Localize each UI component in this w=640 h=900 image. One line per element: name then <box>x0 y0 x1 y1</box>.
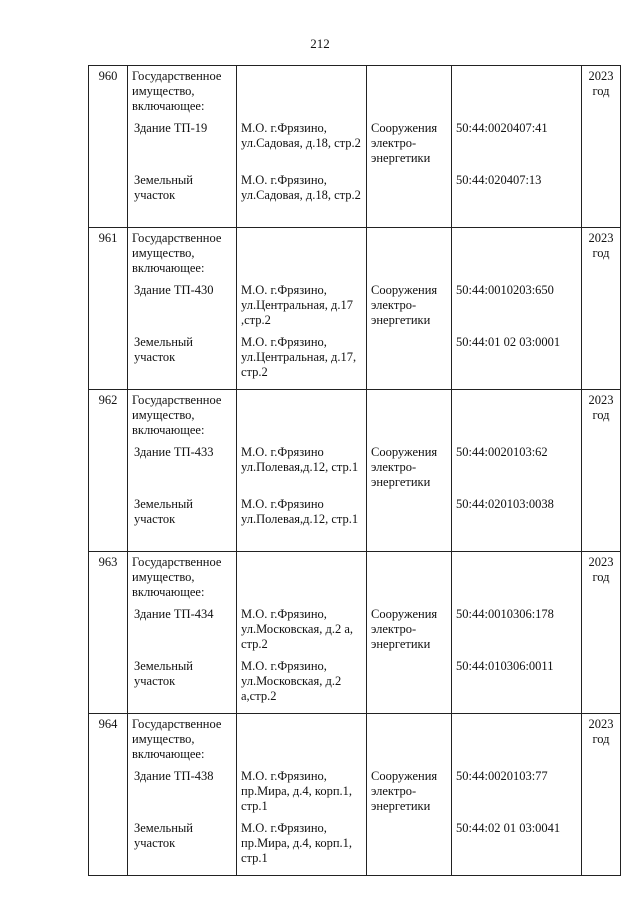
object-purpose <box>371 659 447 711</box>
address-cell <box>237 390 367 552</box>
address-cell <box>237 228 367 390</box>
group-heading: Государственное имущество, включающее: <box>132 69 222 113</box>
year-cell <box>582 66 621 228</box>
table-row <box>89 66 621 228</box>
cadastral-number: 50:44:0020103:62 <box>456 445 548 459</box>
object-cell <box>128 552 237 714</box>
purpose-cell <box>367 552 452 714</box>
object-name: Земельный участок <box>134 659 193 688</box>
purpose-cell <box>367 714 452 876</box>
cadastral-number: 50:44:02 01 03:0041 <box>456 821 561 835</box>
row-number: 963 <box>98 555 118 569</box>
object-cell <box>128 390 237 552</box>
purpose-cell <box>367 228 452 390</box>
privatization-year: 2023 год <box>588 69 614 98</box>
cadastral-cell <box>452 228 582 390</box>
object-purpose: Сооружения электро-энергетики <box>371 283 438 327</box>
object-cell <box>128 66 237 228</box>
privatization-year: 2023 год <box>588 393 614 422</box>
object-name: Здание ТП-433 <box>134 445 214 459</box>
object-name: Здание ТП-434 <box>134 607 214 621</box>
cadastral-number: 50:44:020407:13 <box>456 173 542 187</box>
object-name: Здание ТП-19 <box>134 121 208 135</box>
object-address: М.О. г.Фрязино, ул.Садовая, д.18, стр.2 <box>241 173 361 202</box>
object-name: Земельный участок <box>134 173 193 202</box>
property-registry-table <box>88 65 621 876</box>
cadastral-cell <box>452 552 582 714</box>
year-cell <box>582 228 621 390</box>
row-number-cell <box>89 66 128 228</box>
purpose-cell <box>367 390 452 552</box>
object-purpose <box>371 335 447 387</box>
table-row <box>89 714 621 876</box>
year-cell <box>582 390 621 552</box>
object-address: М.О. г.Фрязино, ул.Садовая, д.18, стр.2 <box>241 121 361 150</box>
object-purpose: Сооружения электро-энергетики <box>371 607 438 651</box>
cadastral-cell <box>452 66 582 228</box>
cadastral-cell <box>452 714 582 876</box>
object-cell <box>128 228 237 390</box>
cadastral-number: 50:44:01 02 03:0001 <box>456 335 561 349</box>
object-address: М.О. г.Фрязино, ул.Московская, д.2 а,стр.2 <box>241 659 342 703</box>
group-heading: Государственное имущество, включающее: <box>132 717 222 761</box>
object-address: М.О. г.Фрязино, пр.Мира, д.4, корп.1, стр.1 <box>241 821 353 865</box>
row-number-cell <box>89 390 128 552</box>
object-address: М.О. г.Фрязино, ул.Центральная, д.17, стр.2 <box>241 335 357 379</box>
privatization-year: 2023 год <box>588 717 614 746</box>
object-purpose: Сооружения электро-энергетики <box>371 769 438 813</box>
address-cell <box>237 66 367 228</box>
object-name: Земельный участок <box>134 335 193 364</box>
object-address: М.О. г.Фрязино, ул.Центральная, д.17 ,стр.2 <box>241 283 354 327</box>
purpose-cell <box>367 66 452 228</box>
object-name: Здание ТП-430 <box>134 283 214 297</box>
cadastral-number: 50:44:0020407:41 <box>456 121 548 135</box>
row-number: 964 <box>98 717 118 731</box>
row-number-cell <box>89 714 128 876</box>
address-cell <box>237 552 367 714</box>
cadastral-number: 50:44:0020103:77 <box>456 769 548 783</box>
cadastral-number: 50:44:010306:0011 <box>456 659 554 673</box>
row-number: 961 <box>98 231 118 245</box>
object-name: Земельный участок <box>134 821 193 850</box>
object-address: М.О. г.Фрязино ул.Полевая,д.12, стр.1 <box>241 497 359 526</box>
row-number-cell <box>89 228 128 390</box>
row-number-cell <box>89 552 128 714</box>
object-name: Здание ТП-438 <box>134 769 214 783</box>
privatization-year: 2023 год <box>588 555 614 584</box>
year-cell <box>582 552 621 714</box>
object-address: М.О. г.Фрязино, ул.Московская, д.2 а, стр.2 <box>241 607 354 651</box>
object-cell <box>128 714 237 876</box>
table-row <box>89 228 621 390</box>
object-address: М.О. г.Фрязино, пр.Мира, д.4, корп.1, стр.1 <box>241 769 353 813</box>
page-number: 212 <box>310 36 330 51</box>
object-purpose: Сооружения электро-энергетики <box>371 445 438 489</box>
cadastral-number: 50:44:0010306:178 <box>456 607 554 621</box>
table-row <box>89 552 621 714</box>
object-purpose <box>371 173 447 225</box>
object-purpose <box>371 497 447 549</box>
cadastral-number: 50:44:0010203:650 <box>456 283 554 297</box>
object-address: М.О. г.Фрязино ул.Полевая,д.12, стр.1 <box>241 445 359 474</box>
group-heading: Государственное имущество, включающее: <box>132 231 222 275</box>
address-cell <box>237 714 367 876</box>
group-heading: Государственное имущество, включающее: <box>132 393 222 437</box>
group-heading: Государственное имущество, включающее: <box>132 555 222 599</box>
table-row <box>89 390 621 552</box>
row-number: 962 <box>98 393 118 407</box>
object-name: Земельный участок <box>134 497 193 526</box>
object-purpose: Сооружения электро-энергетики <box>371 121 438 165</box>
cadastral-cell <box>452 390 582 552</box>
cadastral-number: 50:44:020103:0038 <box>456 497 554 511</box>
object-purpose <box>371 821 447 873</box>
privatization-year: 2023 год <box>588 231 614 260</box>
year-cell <box>582 714 621 876</box>
row-number: 960 <box>98 69 118 83</box>
